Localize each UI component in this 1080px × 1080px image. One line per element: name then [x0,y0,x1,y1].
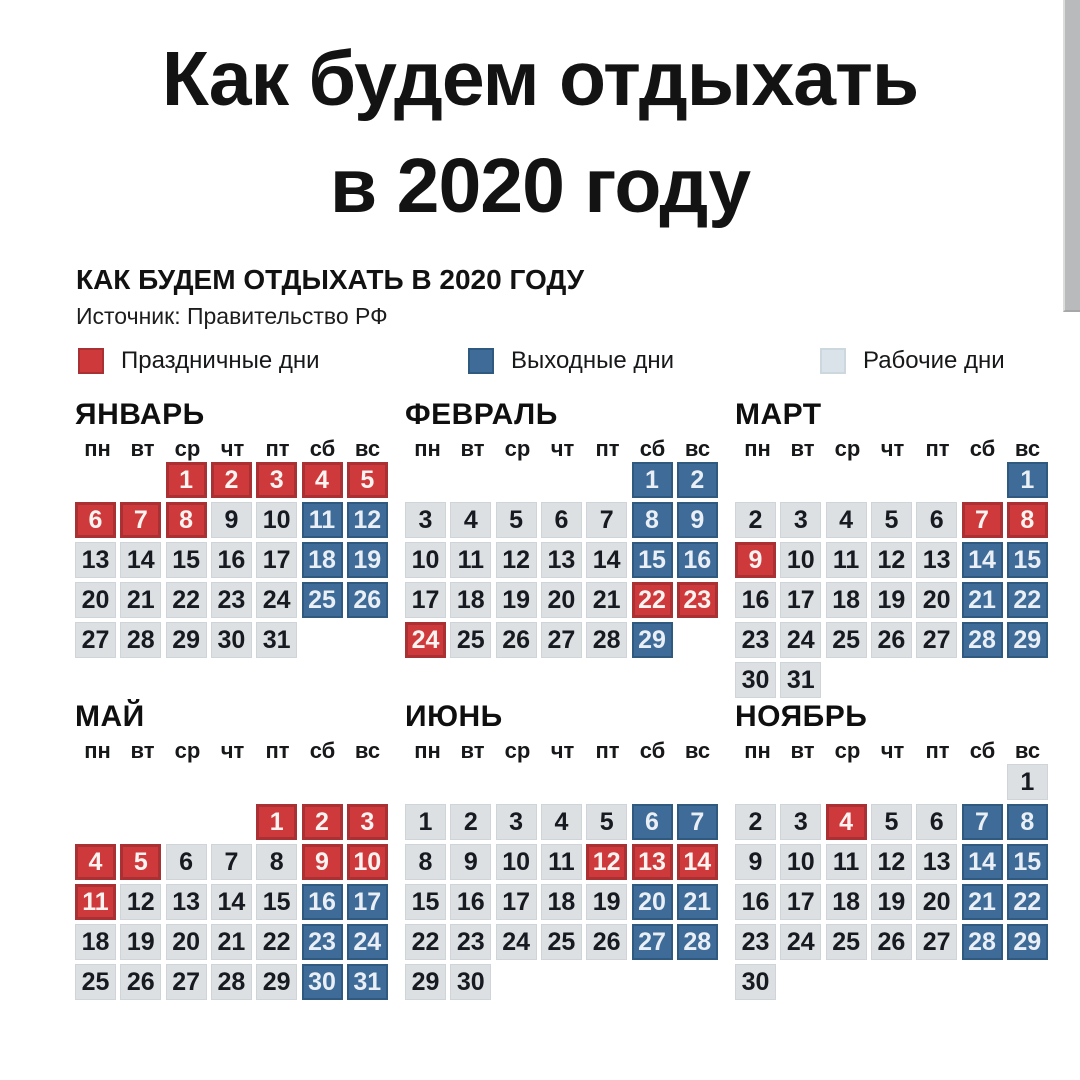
day-cell: 6 [916,502,957,538]
day-cell: 15 [632,542,673,578]
day-cell: 14 [962,542,1003,578]
day-cell: 26 [586,924,627,960]
day-cell: 23 [302,924,343,960]
day-cell: 7 [586,502,627,538]
day-cell: 21 [962,884,1003,920]
day-cell: 8 [632,502,673,538]
weekday-header [405,436,720,460]
day-cell: 7 [677,804,718,840]
month-calendar [75,700,390,1006]
day-cell: 19 [347,542,388,578]
weekday-header [735,436,1050,460]
legend-label-weekends: Выходные дни [511,347,674,374]
day-cell: 20 [632,884,673,920]
day-cell: 1 [166,462,207,498]
workday-color-swatch [820,348,846,374]
day-cell: 3 [780,804,821,840]
day-cell: 18 [302,542,343,578]
day-cell: 12 [871,844,912,880]
day-cell: 3 [256,462,297,498]
weekday-label: ср [174,738,201,763]
day-cell: 22 [405,924,446,960]
day-cell: 11 [826,542,867,578]
day-cell: 10 [347,844,388,880]
month-calendar [405,398,720,704]
day-grid [405,764,720,1006]
weekday-label: вт [460,436,485,461]
legend-item-workdays [820,347,1005,375]
day-cell: 13 [75,542,116,578]
day-cell: 6 [541,502,582,538]
day-cell: 17 [256,542,297,578]
weekday-label: вс [354,738,381,763]
day-cell: 18 [450,582,491,618]
holiday-color-swatch [78,348,104,374]
day-cell: 27 [166,964,207,1000]
weekday-label: сб [639,738,666,763]
day-cell: 8 [256,844,297,880]
day-cell: 4 [75,844,116,880]
day-cell: 27 [541,622,582,658]
day-cell: 20 [166,924,207,960]
day-grid [735,764,1050,1006]
day-cell: 17 [347,884,388,920]
weekday-label: сб [309,738,336,763]
infographic-header: КАК БУДЕМ ОТДЫХАТЬ В 2020 ГОДУ [76,264,585,295]
page-title [0,26,1080,240]
weekday-label: вт [130,738,155,763]
day-cell: 18 [826,582,867,618]
day-cell: 1 [256,804,297,840]
day-cell: 27 [632,924,673,960]
day-cell: 25 [541,924,582,960]
day-cell: 19 [496,582,537,618]
legend [75,347,1025,379]
day-cell: 16 [211,542,252,578]
day-cell: 8 [1007,804,1048,840]
weekday-label: пн [84,436,111,461]
day-cell: 2 [735,804,776,840]
day-cell: 25 [826,924,867,960]
day-cell: 9 [735,844,776,880]
day-cell: 3 [496,804,537,840]
day-cell: 19 [120,924,161,960]
weekday-label: вс [684,436,711,461]
weekday-label: чт [880,738,905,763]
page-title-line1: Как будем отдыхать [161,36,919,122]
weekday-label: ср [834,436,861,461]
weekday-label: пн [414,436,441,461]
day-cell: 17 [405,582,446,618]
month-title: ИЮНЬ [405,700,503,733]
month-title: МАРТ [735,398,822,431]
day-cell: 14 [120,542,161,578]
day-cell: 30 [211,622,252,658]
month-title: ЯНВАРЬ [75,398,205,431]
day-cell: 29 [256,964,297,1000]
day-cell: 11 [75,884,116,920]
weekend-color-swatch [468,348,494,374]
weekday-label: пн [744,738,771,763]
day-cell: 2 [302,804,343,840]
day-cell: 30 [735,662,776,698]
day-cell: 12 [120,884,161,920]
weekday-label: пт [265,738,290,763]
weekday-label: вс [1014,738,1041,763]
day-grid [735,462,1050,704]
source-label: Источник: Правительство РФ [76,303,388,329]
day-cell: 18 [826,884,867,920]
day-cell: 10 [256,502,297,538]
day-cell: 2 [211,462,252,498]
scrollbar-thumb[interactable] [1063,0,1080,312]
day-cell: 7 [962,502,1003,538]
day-cell: 13 [166,884,207,920]
day-cell: 31 [347,964,388,1000]
day-cell: 28 [120,622,161,658]
weekday-header [75,436,390,460]
weekday-label: вс [684,738,711,763]
day-cell: 10 [780,542,821,578]
day-cell: 24 [256,582,297,618]
day-cell: 16 [735,582,776,618]
legend-item-weekends [468,347,674,375]
day-cell: 8 [405,844,446,880]
day-cell: 13 [916,542,957,578]
day-cell: 30 [450,964,491,1000]
day-cell: 5 [496,502,537,538]
day-cell: 16 [450,884,491,920]
weekday-label: пн [414,738,441,763]
day-cell: 9 [302,844,343,880]
weekday-header [735,738,1050,762]
day-cell: 8 [166,502,207,538]
weekday-label: пт [265,436,290,461]
weekday-label: ср [504,436,531,461]
weekday-label: ср [504,738,531,763]
day-cell: 24 [780,924,821,960]
weekday-label: вс [354,436,381,461]
day-cell: 26 [871,622,912,658]
day-cell: 21 [120,582,161,618]
day-cell: 29 [1007,622,1048,658]
day-cell: 11 [541,844,582,880]
day-cell: 10 [496,844,537,880]
day-cell: 17 [496,884,537,920]
day-cell: 4 [826,804,867,840]
day-cell: 28 [586,622,627,658]
day-cell: 15 [256,884,297,920]
day-cell: 27 [916,622,957,658]
month-title: ФЕВРАЛЬ [405,398,558,431]
month-calendar [735,398,1050,704]
day-cell: 4 [302,462,343,498]
weekday-label: ср [174,436,201,461]
day-cell: 14 [586,542,627,578]
day-cell: 7 [211,844,252,880]
day-cell: 29 [1007,924,1048,960]
day-cell: 14 [962,844,1003,880]
weekday-label: пт [925,738,950,763]
legend-item-holidays [78,347,320,375]
day-cell: 18 [75,924,116,960]
weekday-header [75,738,390,762]
day-cell: 28 [677,924,718,960]
day-cell: 10 [405,542,446,578]
day-cell: 1 [1007,764,1048,800]
legend-label-holidays: Праздничные дни [121,347,320,374]
day-cell: 15 [1007,542,1048,578]
day-cell: 16 [735,884,776,920]
day-cell: 2 [450,804,491,840]
day-cell: 2 [677,462,718,498]
month-calendar [405,700,720,1006]
day-cell: 6 [632,804,673,840]
day-cell: 26 [120,964,161,1000]
day-cell: 28 [962,924,1003,960]
day-cell: 14 [677,844,718,880]
day-cell: 25 [302,582,343,618]
months-row-1 [75,398,1065,704]
weekday-label: пт [925,436,950,461]
day-cell: 9 [211,502,252,538]
day-cell: 12 [586,844,627,880]
day-cell: 13 [916,844,957,880]
weekday-label: ср [834,738,861,763]
day-cell: 15 [405,884,446,920]
day-cell: 17 [780,582,821,618]
day-cell: 7 [120,502,161,538]
day-cell: 23 [735,924,776,960]
weekday-label: вт [790,738,815,763]
day-cell: 22 [1007,582,1048,618]
day-grid [405,462,720,704]
day-cell: 26 [496,622,537,658]
weekday-label: вт [460,738,485,763]
day-cell: 21 [586,582,627,618]
day-cell: 23 [677,582,718,618]
day-cell: 25 [826,622,867,658]
day-cell: 29 [632,622,673,658]
day-cell: 15 [166,542,207,578]
day-cell: 12 [496,542,537,578]
day-cell: 31 [780,662,821,698]
weekday-label: пн [84,738,111,763]
day-cell: 28 [962,622,1003,658]
day-cell: 5 [347,462,388,498]
day-cell: 31 [256,622,297,658]
day-cell: 1 [405,804,446,840]
day-cell: 30 [735,964,776,1000]
day-cell: 18 [541,884,582,920]
day-cell: 4 [826,502,867,538]
day-cell: 26 [347,582,388,618]
weekday-label: вт [790,436,815,461]
day-cell: 13 [632,844,673,880]
weekday-label: чт [550,436,575,461]
day-cell: 21 [962,582,1003,618]
weekday-label: чт [220,738,245,763]
legend-label-workdays: Рабочие дни [863,347,1005,374]
day-cell: 27 [916,924,957,960]
day-cell: 19 [871,884,912,920]
day-cell: 20 [541,582,582,618]
day-cell: 17 [780,884,821,920]
day-cell: 24 [780,622,821,658]
weekday-label: сб [639,436,666,461]
weekday-label: пт [595,436,620,461]
day-cell: 29 [405,964,446,1000]
weekday-label: пн [744,436,771,461]
day-cell: 19 [871,582,912,618]
day-cell: 28 [211,964,252,1000]
day-cell: 22 [166,582,207,618]
day-cell: 21 [211,924,252,960]
day-cell: 5 [120,844,161,880]
weekday-label: чт [220,436,245,461]
weekday-label: сб [969,436,996,461]
day-cell: 4 [450,502,491,538]
day-cell: 29 [166,622,207,658]
month-title: НОЯБРЬ [735,700,868,733]
day-cell: 9 [735,542,776,578]
weekday-label: вс [1014,436,1041,461]
day-grid [75,764,390,1006]
day-cell: 8 [1007,502,1048,538]
page-title-line2: в 2020 году [329,143,751,229]
day-cell: 11 [826,844,867,880]
day-cell: 16 [677,542,718,578]
day-cell: 23 [735,622,776,658]
month-calendar [75,398,390,704]
weekday-label: чт [550,738,575,763]
day-cell: 10 [780,844,821,880]
day-cell: 22 [256,924,297,960]
day-cell: 25 [450,622,491,658]
day-cell: 6 [916,804,957,840]
day-cell: 5 [586,804,627,840]
day-cell: 14 [211,884,252,920]
weekday-header [405,738,720,762]
day-cell: 24 [496,924,537,960]
day-cell: 6 [75,502,116,538]
day-cell: 13 [541,542,582,578]
day-cell: 16 [302,884,343,920]
day-cell: 30 [302,964,343,1000]
month-calendar [735,700,1050,1006]
day-grid [75,462,390,704]
day-cell: 12 [871,542,912,578]
weekday-label: вт [130,436,155,461]
day-cell: 4 [541,804,582,840]
day-cell: 26 [871,924,912,960]
day-cell: 5 [871,502,912,538]
weekday-label: сб [309,436,336,461]
day-cell: 6 [166,844,207,880]
day-cell: 27 [75,622,116,658]
day-cell: 15 [1007,844,1048,880]
day-cell: 3 [347,804,388,840]
day-cell: 1 [1007,462,1048,498]
day-cell: 20 [916,884,957,920]
day-cell: 3 [405,502,446,538]
day-cell: 23 [450,924,491,960]
day-cell: 7 [962,804,1003,840]
day-cell: 25 [75,964,116,1000]
day-cell: 9 [677,502,718,538]
day-cell: 22 [632,582,673,618]
day-cell: 19 [586,884,627,920]
day-cell: 2 [735,502,776,538]
day-cell: 21 [677,884,718,920]
day-cell: 3 [780,502,821,538]
weekday-label: пт [595,738,620,763]
day-cell: 1 [632,462,673,498]
day-cell: 22 [1007,884,1048,920]
day-cell: 12 [347,502,388,538]
weekday-label: сб [969,738,996,763]
day-cell: 11 [302,502,343,538]
day-cell: 23 [211,582,252,618]
day-cell: 5 [871,804,912,840]
month-title: МАЙ [75,700,145,733]
weekday-label: чт [880,436,905,461]
day-cell: 24 [405,622,446,658]
day-cell: 20 [75,582,116,618]
day-cell: 24 [347,924,388,960]
day-cell: 20 [916,582,957,618]
months-row-2 [75,700,1065,1006]
day-cell: 11 [450,542,491,578]
day-cell: 9 [450,844,491,880]
